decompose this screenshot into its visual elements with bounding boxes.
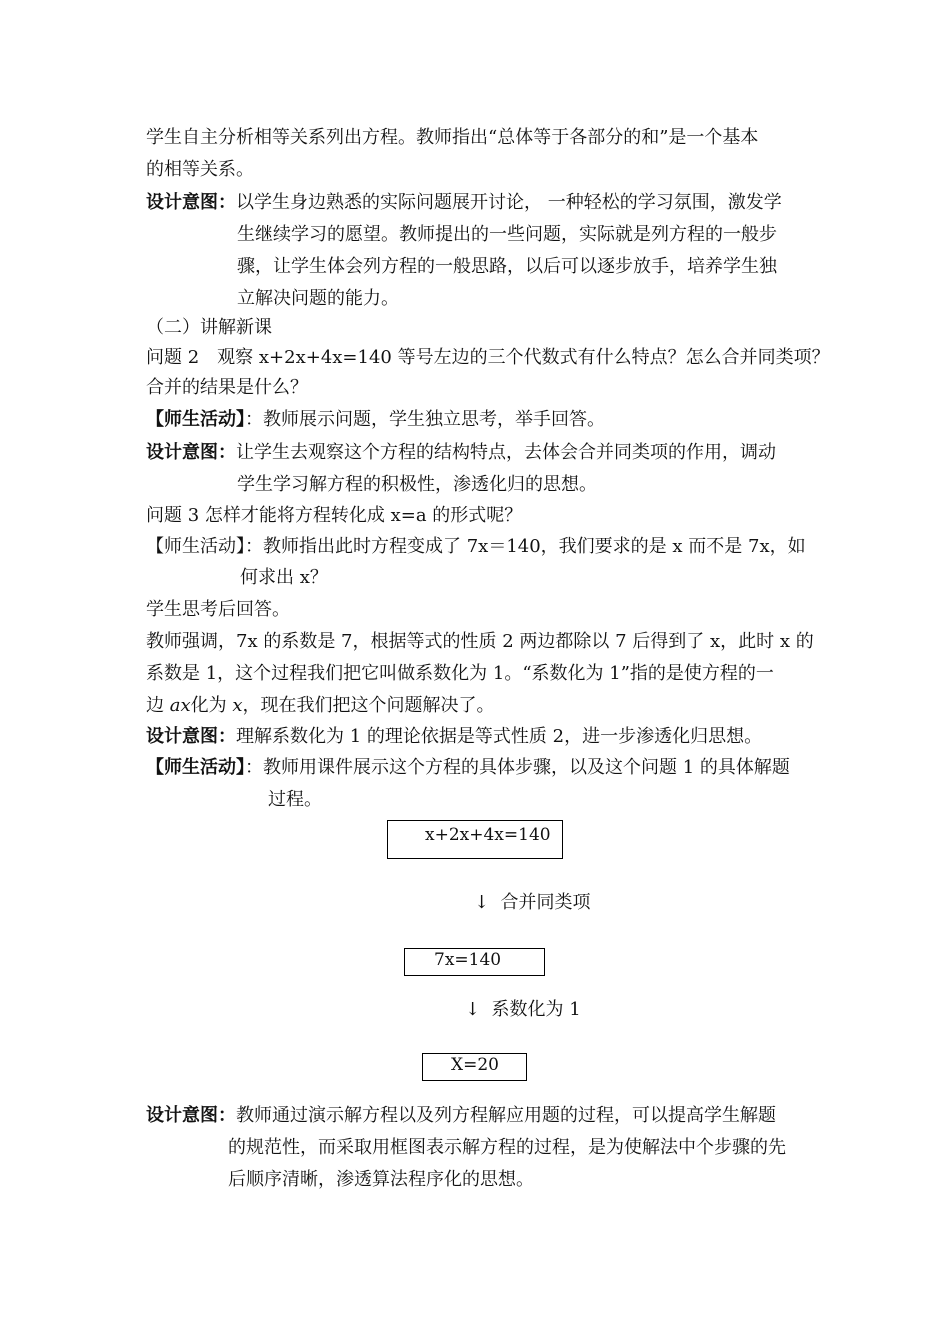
design-intent-block (146, 441, 776, 465)
label-colon: ： (218, 442, 236, 463)
design-intent-block (146, 725, 762, 749)
flow-step-label: 合并同类项 (500, 892, 591, 913)
italic-x: x (232, 695, 243, 716)
flow-box-text: x+2x+4x=140 (425, 825, 551, 845)
design-intent-block (146, 191, 782, 215)
paragraph-line: 的相等关系。 (146, 159, 254, 180)
flow-box-equation (404, 948, 545, 976)
text-fragment: ，现在我们把这个问题解决了。 (242, 695, 495, 716)
paragraph-line: 教师强调，7x 的系数是 7，根据等式的性质 2 两边都除以 7 后得到了 x，此时 x 的 (146, 631, 814, 652)
activity-label: 【师生活动】 (146, 409, 245, 430)
question-line: 问题 3 怎样才能将方程转化成 x=a 的形式呢？ (146, 505, 523, 526)
down-arrow-icon: ↓ (465, 999, 481, 1020)
label-colon: ： (218, 192, 236, 213)
paragraph-line: 学生自主分析相等关系列出方程。教师指出“总体等于各部分的和”是一个基本 (146, 127, 759, 148)
design-intent-label: 设计意图 (146, 442, 218, 463)
design-intent-block (146, 1104, 776, 1128)
design-intent-text: 理解系数化为 1 的理论依据是等式性质 2，进一步渗透化归思想。 (236, 726, 763, 747)
flow-box-result (422, 1053, 527, 1081)
activity-label: 【师生活动】 (146, 757, 245, 778)
flow-box-text: 7x=140 (434, 950, 502, 970)
activity-line: 何求出 x？ (240, 567, 328, 588)
activity-label: 【师生活动】 (146, 536, 245, 557)
activity-text: ：教师用课件展示这个方程的具体步骤，以及这个问题 1 的具体解题 (245, 757, 790, 778)
design-intent-line: 生继续学习的愿望。教师提出的一些问题，实际就是列方程的一般步 (237, 224, 777, 245)
italic-ax: ax (169, 695, 191, 716)
flow-box-text: X=20 (451, 1055, 499, 1075)
activity-line: 过程。 (268, 789, 322, 810)
design-intent-label: 设计意图 (146, 192, 218, 213)
design-intent-line: 后顺序清晰，渗透算法程序化的思想。 (228, 1169, 534, 1190)
design-intent-line: 的规范性，而采取用框图表示解方程的过程，是为使解法中个步骤的先 (228, 1137, 786, 1158)
activity-text: ：教师展示问题，学生独立思考，举手回答。 (245, 409, 605, 430)
text-fragment: 化为 (190, 695, 233, 716)
flow-step-merge (474, 891, 591, 915)
flow-step-label: 系数化为 1 (491, 999, 581, 1020)
activity-text: ：教师指出此时方程变成了 7x＝140，我们要求的是 x 而不是 7x，如 (245, 536, 806, 557)
question-line: 问题 2 观察 x+2x+4x=140 等号左边的三个代数式有什么特点？怎么合并同类项？ (146, 347, 830, 368)
paragraph-line (146, 694, 495, 718)
design-intent-line: 学生学习解方程的积极性，渗透化归的思想。 (237, 474, 597, 495)
activity-block (146, 756, 790, 780)
flow-box-equation (387, 820, 563, 859)
paragraph-line: 系数是 1，这个过程我们把它叫做系数化为 1。“系数化为 1”指的是使方程的一 (146, 663, 774, 684)
design-intent-line: 立解决问题的能力。 (237, 288, 399, 309)
text-fragment: 边 (146, 695, 170, 716)
design-intent-text: 教师通过演示解方程以及列方程解应用题的过程，可以提高学生解题 (236, 1105, 776, 1126)
design-intent-label: 设计意图 (146, 1105, 218, 1126)
design-intent-text: 以学生身边熟悉的实际问题展开讨论， 一种轻松的学习氛围，激发学 (236, 192, 782, 213)
flow-step-coefficient (465, 998, 581, 1022)
question-line: 合并的结果是什么？ (146, 377, 308, 398)
label-colon: ： (218, 1105, 236, 1126)
paragraph-line: 学生思考后回答。 (146, 599, 290, 620)
section-heading: （二）讲解新课 (146, 317, 272, 338)
activity-block (146, 535, 806, 559)
activity-block (146, 408, 605, 432)
label-colon: ： (218, 726, 236, 747)
design-intent-line: 骤，让学生体会列方程的一般思路，以后可以逐步放手，培养学生独 (237, 256, 777, 277)
design-intent-label: 设计意图 (146, 726, 218, 747)
down-arrow-icon: ↓ (474, 892, 490, 913)
design-intent-text: 让学生去观察这个方程的结构特点，去体会合并同类项的作用，调动 (236, 442, 776, 463)
